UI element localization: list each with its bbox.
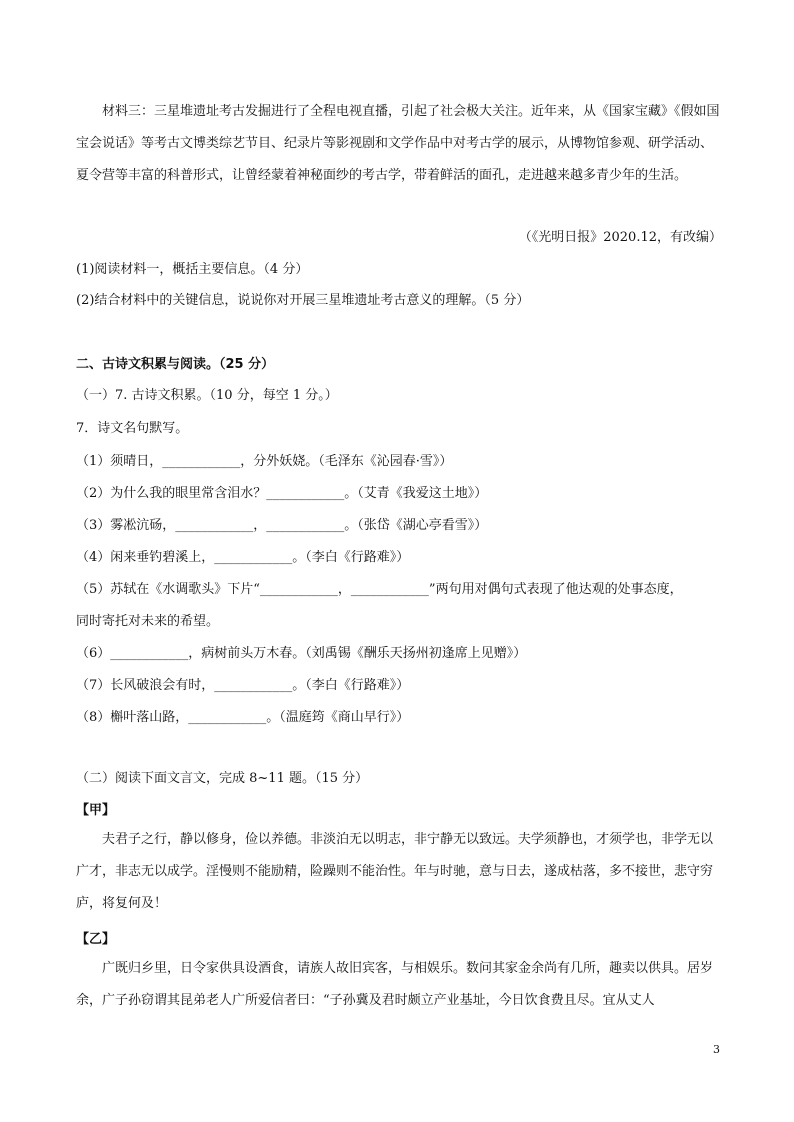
passage-jia-text: 夫君子之行，静以修身，俭以养德。非淡泊无以明志，非宁静无以致远。夫学须静也，才须学也，非学无以广才，非志无以成学。淫慢则不能励精，险躁则不能治性。年与时驰，意与日去，遂成枯落，多不接世，悲守穷庐，将复何及！ <box>76 832 714 911</box>
section-2-title: 二、古诗文积累与阅读。（25 分） <box>76 357 275 372</box>
question-2: (2)结合材料中的关键信息，说说你对开展三星堆遗址考古意义的理解。（5 分） <box>76 293 530 308</box>
fill-item: （4）闲来垂钓碧溪上，____________。（李白《行路难》） <box>76 550 410 565</box>
question-7-title: 7．诗文名句默写。 <box>76 421 189 436</box>
fill-item: （6）____________，病树前头万木春。（刘禹锡《酬乐天扬州初逢席上见赠》） <box>76 646 527 661</box>
fill-item-continuation: 同时寄托对未来的希望。 <box>76 614 220 629</box>
subsection-2-title: （二）阅读下面文言文，完成 8~11 题。（15 分） <box>76 771 369 786</box>
page-number: 3 <box>713 1043 720 1056</box>
fill-item: （3）雾凇沆砀，____________，____________。（张岱《湖心亭看雪》） <box>76 518 488 533</box>
material-3-paragraph: 材料三：三星堆遗址考古发掘进行了全程电视直播，引起了社会极大关注。近年来，从《国家宝藏》《假如国宝会说话》等考古文博类综艺节目、纪录片等影视剧和文学作品中对考古学的展示，从博物馆参观、研学活动、夏令营等丰富的科普形式，让曾经蒙着神秘面纱的考古学，带着鲜活的面孔，走进越来越多青少年的生活。 <box>76 104 720 183</box>
fill-item: （2）为什么我的眼里常含泪水？____________。（艾青《我爱这土地》） <box>76 486 488 501</box>
passage-yi-text: 广既归乡里，日令家供具设酒食，请族人故旧宾客，与相娱乐。数问其家金余尚有几所，趣卖以供具。居岁余，广子孙窃谓其昆弟老人广所爱信者曰：“子孙冀及君时颇立产业基址，今日饮食费且尽。宜从丈人 <box>76 961 714 1008</box>
material-3-source: （《光明日报》2020.12，有改编） <box>518 230 722 245</box>
passage-jia-label: 【甲】 <box>76 803 116 818</box>
fill-item: （8）槲叶落山路，____________。（温庭筠《商山早行》） <box>76 710 410 725</box>
fill-item: （1）须晴日，____________，分外妖娆。（毛泽东《沁园春·雪》） <box>76 454 453 469</box>
fill-item: （7）长风破浪会有时，____________。（李白《行路难》） <box>76 678 410 693</box>
subsection-1-title: （一）7. 古诗文积累。（10 分，每空 1 分。） <box>76 388 338 403</box>
question-1: (1)阅读材料一，概括主要信息。（4 分） <box>76 262 309 277</box>
passage-yi-label: 【乙】 <box>76 932 116 947</box>
fill-item: （5）苏轼在《水调歌头》下片“____________，____________”两句用对偶句式表现了他达观的处事态度， <box>76 582 683 597</box>
